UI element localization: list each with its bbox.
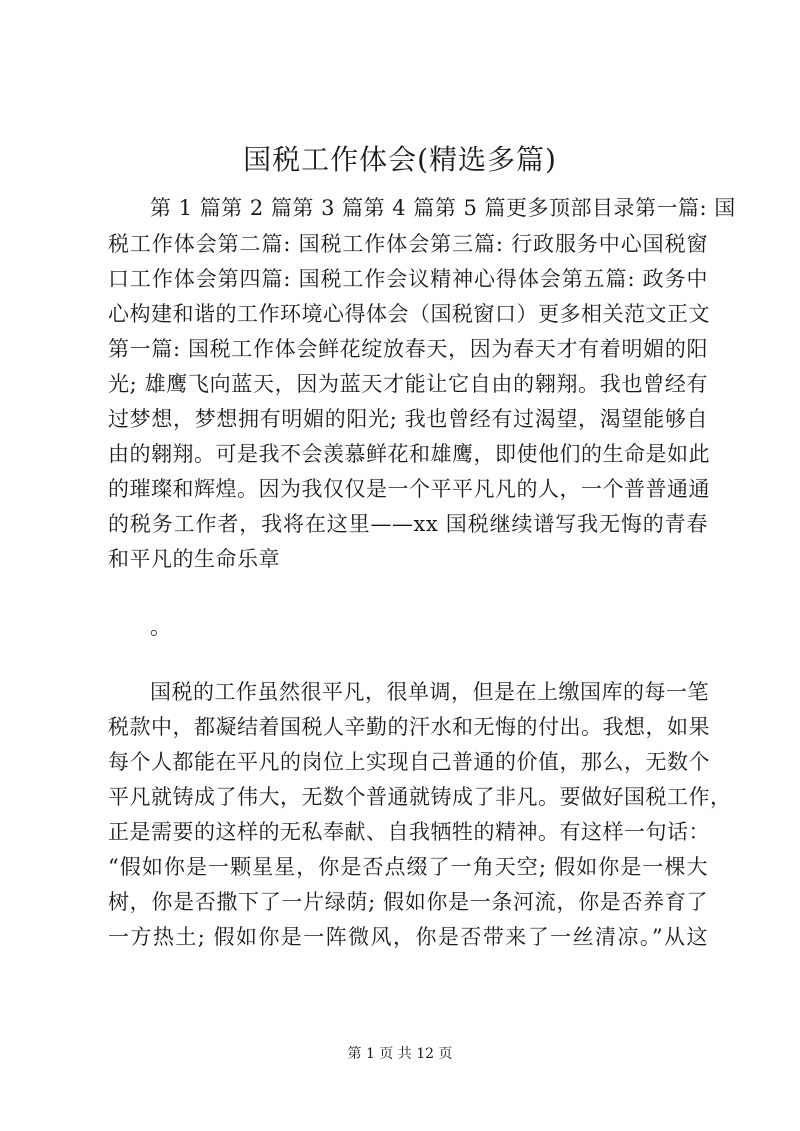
paragraph-1-line: 和平凡的生命乐章 bbox=[108, 547, 280, 571]
paragraph-1-line: 光; 雄鹰飞向蓝天，因为蓝天才能让它自由的翱翔。我也曾经有 bbox=[108, 372, 708, 396]
document-title: 国税工作体会(精选多篇) bbox=[243, 143, 557, 176]
paragraph-1-line: 口工作体会第四篇: 国税工作会议精神心得体会第五篇: 政务中 bbox=[108, 267, 708, 291]
page-indicator: 第 1 页 共 12 页 bbox=[347, 1046, 453, 1062]
paragraph-1-line: 的璀璨和辉煌。因为我仅仅是一个平平凡凡的人，一个普普通通 bbox=[108, 477, 710, 501]
paragraph-2-line: 每个人都能在平凡的岗位上实现自己普通的价值，那么，无数个 bbox=[108, 750, 710, 774]
paragraph-1-line: 由的翱翔。可是我不会羡慕鲜花和雄鹰，即使他们的生命是如此 bbox=[108, 442, 710, 466]
paragraph-2-line: 平凡就铸成了伟大，无数个普通就铸成了非凡。要做好国税工作， bbox=[108, 785, 732, 809]
paragraph-1-line: 心构建和谐的工作环境心得体会（国税窗口）更多相关范文正文 bbox=[108, 302, 710, 326]
paragraph-2-line: “假如你是一颗星星，你是否点缀了一角天空; 假如你是一棵大 bbox=[108, 855, 708, 879]
paragraph-2-line: 正是需要的这样的无私奉献、自我牺牲的精神。有这样一句话： bbox=[108, 820, 710, 844]
paragraph-1-line: 的税务工作者，我将在这里——xx 国税继续谱写我无悔的青春 bbox=[108, 512, 708, 536]
paragraph-1-line: 税工作体会第二篇: 国税工作体会第三篇: 行政服务中心国税窗 bbox=[108, 232, 708, 256]
paragraph-1-line: 过梦想，梦想拥有明媚的阳光; 我也曾经有过渴望，渴望能够自 bbox=[108, 407, 708, 431]
paragraph-2-line: 一方热土; 假如你是一阵微风，你是否带来了一丝清凉。”从这 bbox=[108, 925, 708, 949]
paragraph-2-line: 树，你是否撒下了一片绿荫; 假如你是一条河流，你是否养育了 bbox=[108, 890, 708, 914]
paragraph-1-line: 第一篇: 国税工作体会鲜花绽放春天，因为春天才有着明媚的阳 bbox=[108, 337, 708, 361]
paragraph-2-line: 国税的工作虽然很平凡，很单调，但是在上缴国库的每一笔 bbox=[150, 680, 709, 704]
period-line: 。 bbox=[150, 615, 172, 639]
paragraph-2-line: 税款中，都凝结着国税人辛勤的汗水和无悔的付出。我想，如果 bbox=[108, 715, 710, 739]
paragraph-1-line: 第 1 篇第 2 篇第 3 篇第 4 篇第 5 篇更多顶部目录第一篇: 国 bbox=[150, 196, 736, 220]
